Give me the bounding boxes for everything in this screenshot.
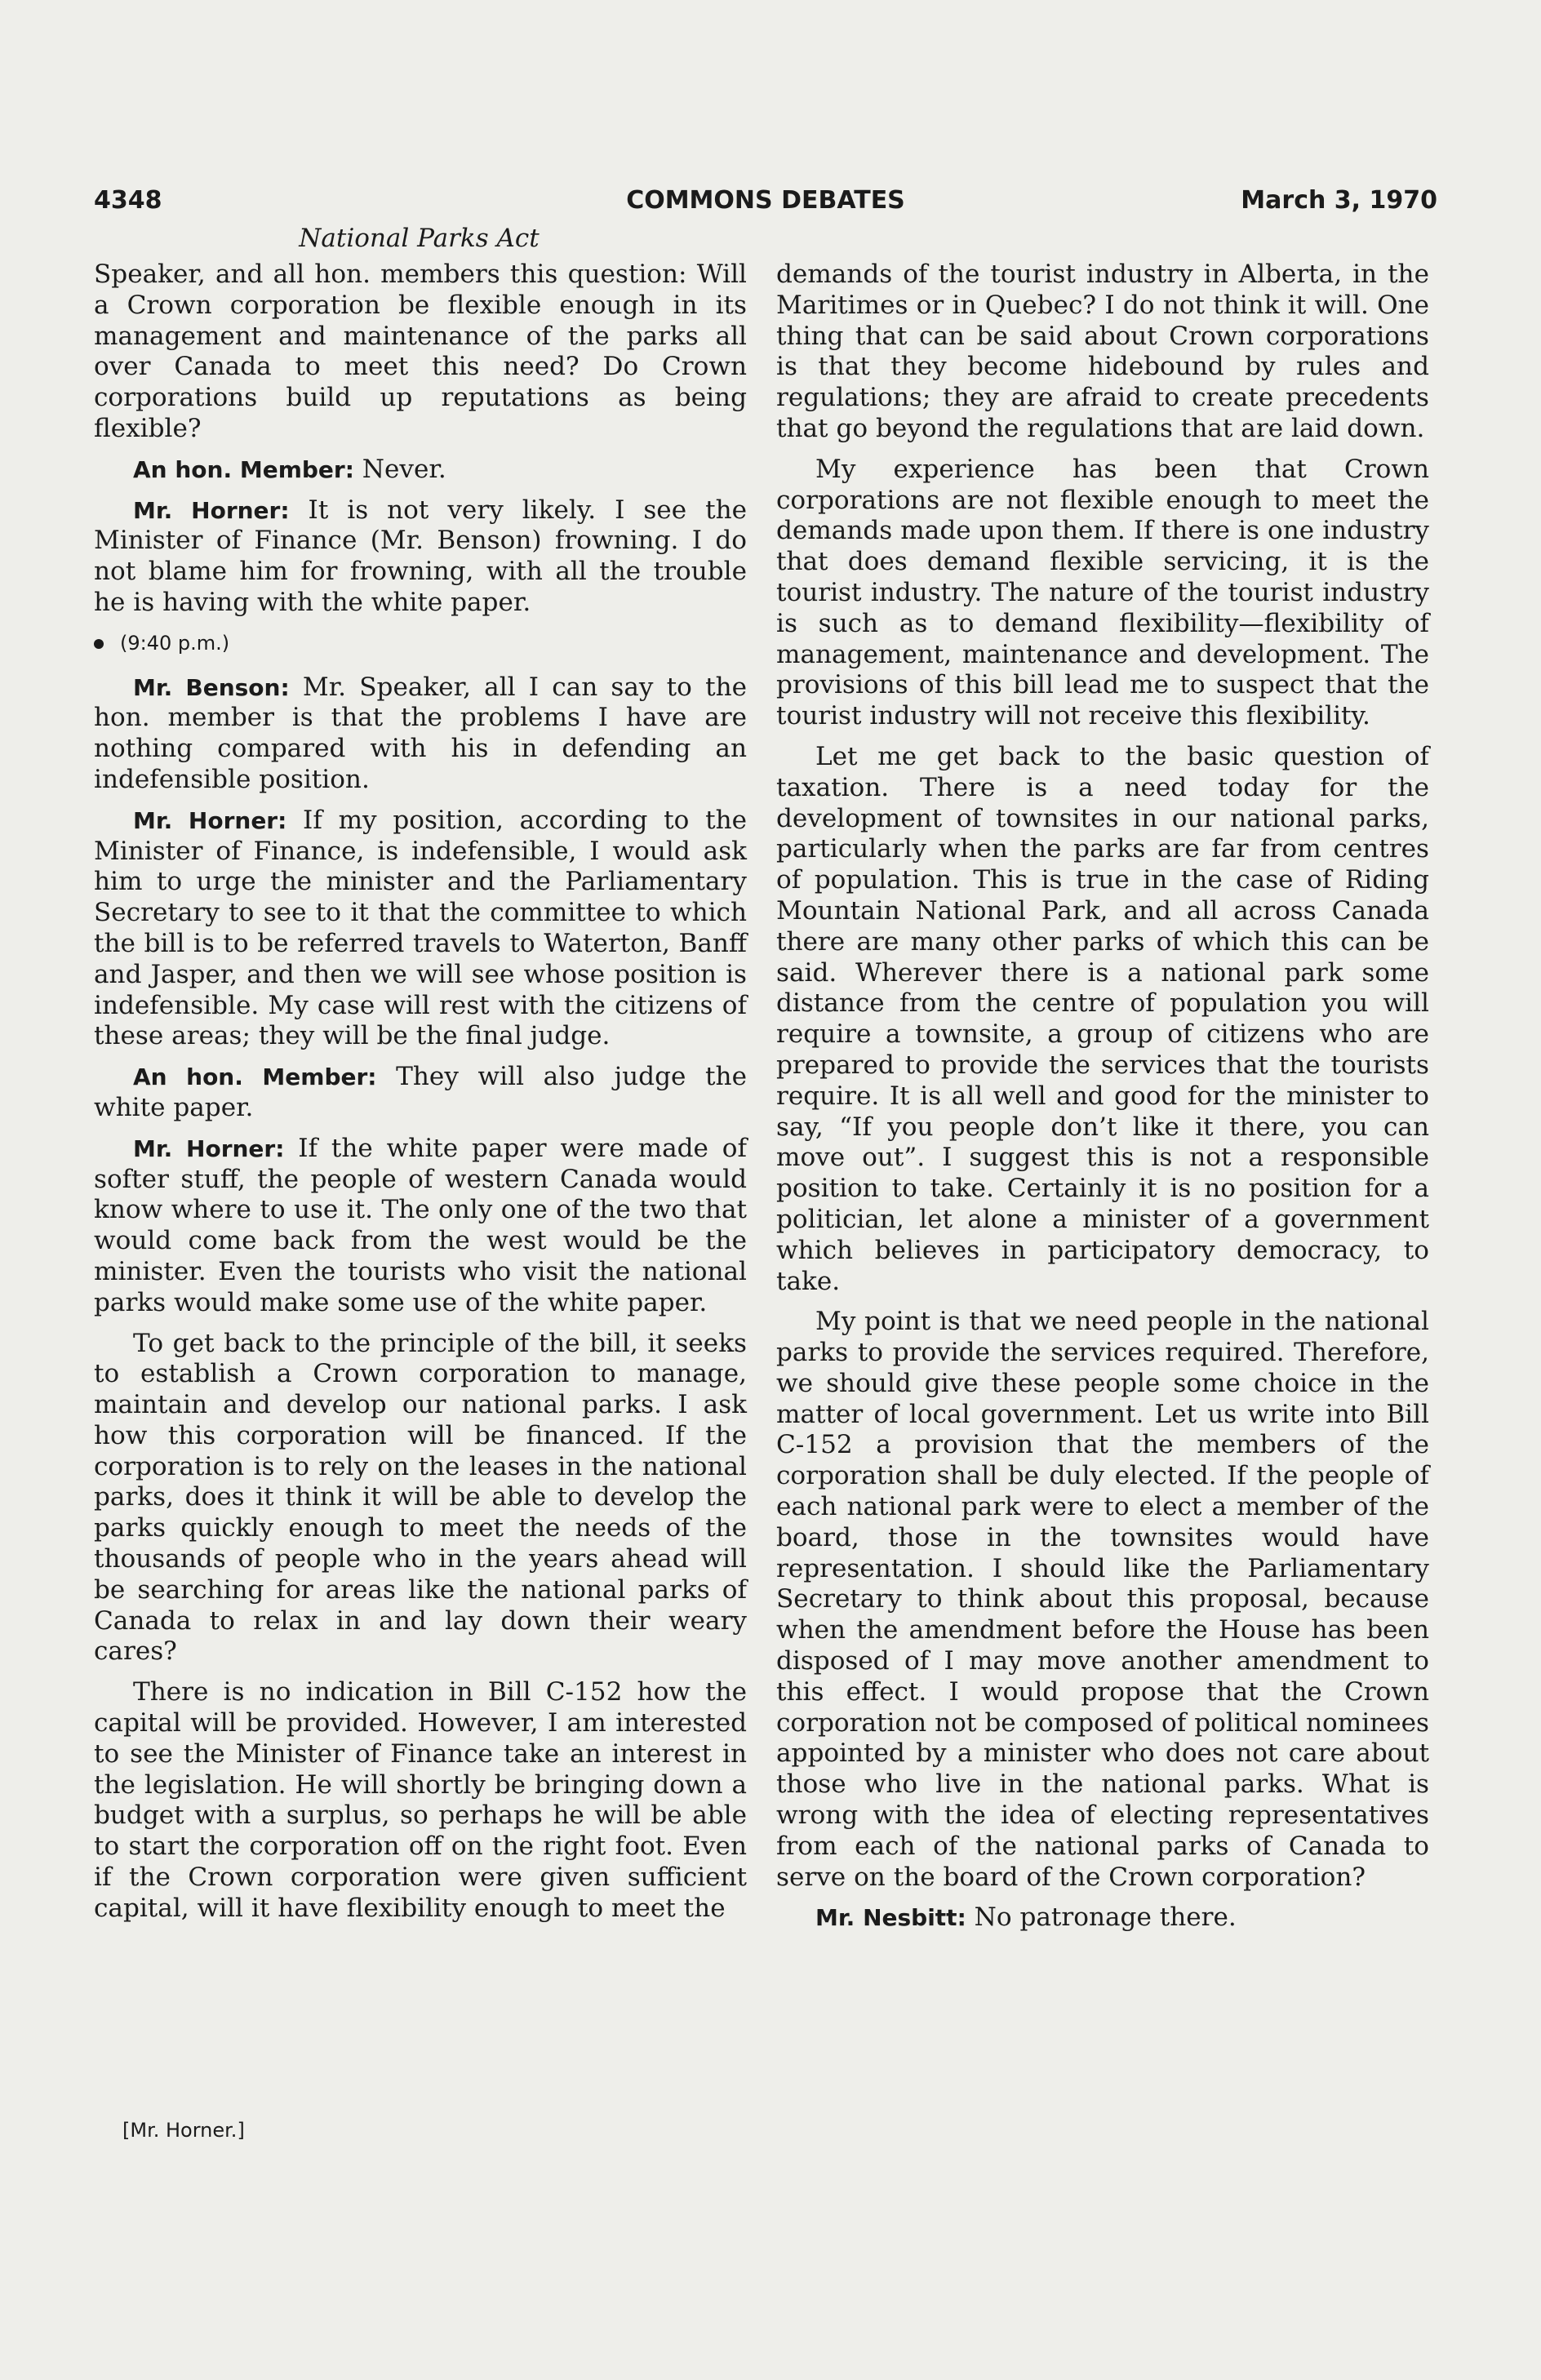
speaker-name: Mr. Horner: xyxy=(133,1134,285,1162)
speaker-name: Mr. Horner: xyxy=(133,496,290,524)
speaker-name: Mr. Benson: xyxy=(133,673,290,701)
speech-text: If the white paper were made of softer stuff, the people of western Canada would know where to use it. The only one of the two that would come back from the west would be the minister. Even the tourists who visit the national parks would make some use of the white paper. xyxy=(94,1133,747,1317)
paragraph: demands of the tourist industry in Alberta, in the Maritimes or in Quebec? I do not think it will. One thing that can be said about Crown corporations is that they become hidebound by rules and regulations; they are afraid to create precedents that go beyond the regulations that are laid down. xyxy=(776,260,1429,443)
speech xyxy=(776,1903,1429,1934)
page-number: 4348 xyxy=(94,186,162,215)
speech xyxy=(94,1134,747,1319)
publication-date: March 3, 1970 xyxy=(1241,186,1437,215)
speech-text: They will also judge the white paper. xyxy=(94,1062,747,1122)
left-column xyxy=(94,260,747,1934)
speech xyxy=(94,673,747,796)
time-text: (9:40 p.m.) xyxy=(120,631,230,655)
paragraph: To get back to the principle of the bill, it seeks to establish a Crown corporation to manage, maintain and develop our national parks. I ask how this corporation will be financed. If the corporation is to rely on the leases in the national parks, does it think it will be able to develop the parks quickly enough to meet the needs of the thousands of people who in the years ahead will be searching for areas like the national parks of Canada to relax in and lay down their weary cares? xyxy=(94,1328,747,1667)
speech-text: Never. xyxy=(353,454,446,484)
speech-text: It is not very likely. I see the Minister of Finance (Mr. Benson) frowning. I do not blame him for frowning, with all the trouble he is having with the white paper. xyxy=(94,495,747,617)
speaker-name: Mr. Nesbitt: xyxy=(815,1904,966,1932)
bullet-icon xyxy=(94,639,104,649)
paragraph: My point is that we need people in the national parks to provide the services required. Therefore, we should give these people some choice in the matter of local government. Let us write into Bill C-152 a provision that the members of the corporation shall be duly elected. If the people of each national park were to elect a member of the board, those in the townsites would have representation. I should like the Parliamentary Secretary to think about this proposal, because when the amendment before the House has been disposed of I may move another amendment to this effect. I would propose that the Crown corporation not be composed of political nominees appointed by a minister who does not care about those who live in the national parks. What is wrong with the idea of electing representatives from each of the national parks of Canada to serve on the board of the Crown corporation? xyxy=(776,1307,1429,1892)
paragraph: There is no indication in Bill C-152 how the capital will be provided. However, I am interested to see the Minister of Finance take an interest in the legislation. He will shortly be bringing down a budget with a surplus, so perhaps he will be able to start the corporation off on the right foot. Even if the Crown corporation were given sufficient capital, will it have flexibility enough to meet the xyxy=(94,1677,747,1923)
paragraph: Speaker, and all hon. members this question: Will a Crown corporation be flexible enough in its management and maintenance of the parks all over Canada to meet this need? Do Crown corporations build up reputations as being flexible? xyxy=(94,260,747,443)
paragraph: Let me get back to the basic question of taxation. There is a need today for the development of townsites in our national parks, particularly when the parks are far from centres of population. This is true in the case of Riding Mountain National Park, and all across Canada there are many other parks of which this can be said. Wherever there is a national park some distance from the centre of population you will require a townsite, a group of citizens who are prepared to provide the services that the tourists require. It is all well and good for the minister to say, “If you people don’t like it there, you can move out”. I suggest this is not a responsible position to take. Certainly it is no position for a politician, let alone a minister of a government which believes in participatory democracy, to take. xyxy=(776,741,1429,1296)
speech-text: If my position, according to the Minister of Finance, is indefensible, I would ask him to urge the minister and the Parliamentary Secretary to see to it that the committee to which the bill is to be referred travels to Waterton, Banff and Jasper, and then we will see whose position is indefensible. My case will rest with the citizens of these areas; they will be the final judge. xyxy=(94,805,747,1051)
speech xyxy=(94,495,747,619)
speaker-name: An hon. Member: xyxy=(133,455,354,483)
running-subhead: National Parks Act xyxy=(299,224,540,253)
speaker-name: An hon. Member: xyxy=(133,1063,377,1091)
publication-title: COMMONS DEBATES xyxy=(626,186,905,215)
speaker-name: Mr. Horner: xyxy=(133,806,287,834)
speech xyxy=(94,455,747,486)
speaker-footer: [Mr. Horner.] xyxy=(122,2119,245,2142)
paragraph: My experience has been that Crown corporations are not flexible enough to meet the demands made upon them. If there is one industry that does demand flexible servicing, it is the tourist industry. The nature of the tourist industry is such as to demand flexibility—flexibility of management, maintenance and development. The provisions of this bill lead me to suspect that the tourist industry will not receive this flexibility. xyxy=(776,454,1429,731)
page-header xyxy=(94,186,1437,222)
speech-text: Mr. Speaker, all I can say to the hon. member is that the problems I have are nothing compared with his in defending an indefensible position. xyxy=(94,672,748,794)
right-column xyxy=(776,260,1429,1943)
speech xyxy=(94,1062,747,1124)
speech-text: No patronage there. xyxy=(966,1903,1237,1933)
speech xyxy=(94,806,747,1052)
time-stamp xyxy=(94,628,747,659)
